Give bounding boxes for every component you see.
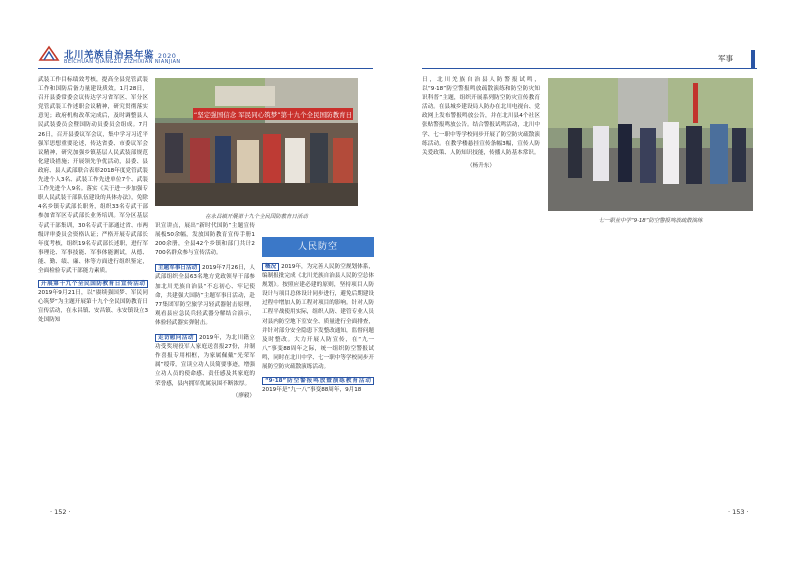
subsection-heading: 走访慰问活动 — [155, 334, 197, 342]
book-title-en: BEICHUAN QIANGZU ZIZHIXIAN NIANJIAN — [64, 59, 181, 65]
section-label: 军事 — [718, 54, 733, 63]
section-bar — [751, 50, 755, 68]
yearbook-logo-icon — [38, 44, 60, 62]
page-number-left: · 152 · — [50, 508, 71, 516]
photo-evacuation-drill — [548, 78, 753, 211]
header-rule-right — [422, 68, 757, 69]
left-column-text: 武装工作目标绩效考核，提高全县党管武装工作和国防后备力量建设质效。1月28日，召开县委常委会议传达学习省军区、军分区党管武装工作述职会议精神，研究贯彻落实意见；政府机构改革完成后，及时调整县人民武装委员会暨国防动员委员会组成。7月26日，召开县委议军会议，集中学习习近平强军思想重要论述，传达省委、市委议军会议精神，研究加强乡镇基层人民武装部规范化建设措施；开展领先争优活动，县委、县政府、县人武部联合表彰2018年度党管武装先进个人3名、武装工作先进单位7个、武装工作先进个人9名。落实《关于进一步加强专职人民武装干部队伍建设的具体办法》，免除4名乡镇专武部长职务，组织33名专武干部参加省军区专武部长业务培训。军分区基层专武干部集训，30名专武干部通过省、市两级评审委员会资格认证；严格开展专武部长年度考核，组织19名专武部长述职，进行军事理论、军事技能、军事体能测试，从德、能、勤、绩、廉、体等方面进行组织鉴定，全面检验专武干部能力素质。 开展第十九个全民国防教育日宣传活动 2019年9月21日，以“赓续强国梦、军民同心筑梦”为主题开展第十九个全民国防教育日宣传活动，在永昌镇、安昌镇、永安镇设立3处国防知 — [38, 76, 148, 326]
subsection-theme-day: 主题军事日活动 2019年7月26日，人武部组织全县63名地方党政领导干部参加北川羌族自治县“不忘初心、牢记使命，共建强大国防”主题军事日活动，赴77集团军防空旅学习轻武器射击原理，观看县应急民兵轻武器分解结合演示，体验轻武器实弹射击。 — [155, 265, 255, 326]
subsection-drill: “9·18”防空警报鸣放暨演练教育活动 2019年是“九一八”事变88周年，9月18 — [262, 377, 374, 395]
subsection-overview: 概况 2019年，为完善人民防空规划体系，编制报批完成《北川羌族自治县人民防空总体规划》。按照应建必建的原则，坚持项目人防设计与项目总体设计同步进行，避免后期建设过程中增加人防工程对项目的影响。针对人防工程平战使用实际，组织人防、建管专业人员对县内防空地下室安全、质量进行全面排查，并针对部分安全隐患下发整改通知，监督问题及时整改。大力开展人防宣传，在“九一八”事变88周年之际，统一组织防空警报试鸣，同时在北川中学、七一职中等学校同步开展防空防灾疏散演练活动。 — [262, 264, 374, 371]
header-rule-left — [38, 68, 373, 69]
photo-caption-right: 七一职业中学“9·18”防空警报鸣放疏散演练 — [598, 218, 703, 224]
subsection-heading: 概况 — [262, 263, 279, 271]
section-banner-civil-air-defense: 人民防空 — [262, 237, 374, 257]
middle-column-text: 识宣讲点，展出“新时代国防”主题宣传展板50余幅，发放国防教育宣传手册1 200余册，全县42个乡镇和部门共计2 700名群众参与宣传活动。 主题军事日活动 2019年7月26日，人武部组织全县63名地方党政领导干部参加北川羌族自治县“不忘初心、牢记使命，共建强大国防”主题军事日活动，赴77集团军防空旅学习轻武器射击原理，观看县应急民兵轻武器分解结合演示，体验轻武器实弹射击。 走访慰问活动 2019年，为北川籍立功受奖现役军人家庭送喜报27份，并制作喜报专用相框，为家属佩戴“光荣军属”绶带，宣读立功人员简要事迹，增强立功人员的使命感、责任感及其家庭的荣誉感，县内拥军优属氛围不断浓厚。 （廖毅） — [155, 222, 255, 401]
subsection-national-defense-day — [38, 280, 148, 325]
subsection-visit: 走访慰问活动 2019年，为北川籍立功受奖现役军人家庭送喜报27份，并制作喜报专用相框，为家属佩戴“光荣军属”绶带，宣读立功人员简要事迹，增强立功人员的使命感、责任感及其家庭的荣誉感，县内拥军优属氛围不断浓厚。 — [155, 335, 255, 387]
right-column-text: 日，北川羌族自治县人防警报试鸣，以“9·18”防空警报鸣放疏散演练和防空防灾知识科普”主题，组织开展系列防空防灾宣传教育活动。在县城乡建设局人防办在北川电视台、党政网上发布警报鸣放公告，并在北川县4个社区张贴警报鸣放公告。结合警报试鸣活动，北川中学、七一职中等学校同步开展了防空防灾疏散演练活动。在教学楼悬挂宣传条幅3幅，宣传人防关爱政策、人防知识技能，传播人防基本常识。 （杨升东） — [422, 76, 540, 171]
signature: （廖毅） — [232, 392, 255, 399]
photo-defense-day-event — [155, 78, 358, 206]
subsection-heading: 主题军事日活动 — [155, 264, 200, 272]
event-banner-text: “坚定强国信念 军民同心筑梦”第十九个全民国防教育日 — [193, 111, 353, 119]
photo-caption-left: 在永昌镇开展第十九个全民国防教育日活动 — [205, 214, 308, 220]
page-number-right: · 153 · — [728, 508, 749, 516]
subsection-text: 2019年9月21日，以“赓续强国梦、军民同心筑梦”为主题开展第十九个全民国防教育日宣传活动，在永昌镇、安昌镇、永安镇设立3处国防知 — [38, 290, 148, 324]
subsection-heading: 开展第十九个全民国防教育日宣传活动 — [38, 280, 148, 288]
signature: （杨升东） — [467, 162, 495, 169]
book-title: 北川羌族自治县年鉴 2020 — [64, 50, 177, 61]
subsection-heading: “9·18”防空警报鸣放暨演练教育活动 — [262, 377, 374, 385]
civil-air-defense-text — [262, 263, 374, 395]
